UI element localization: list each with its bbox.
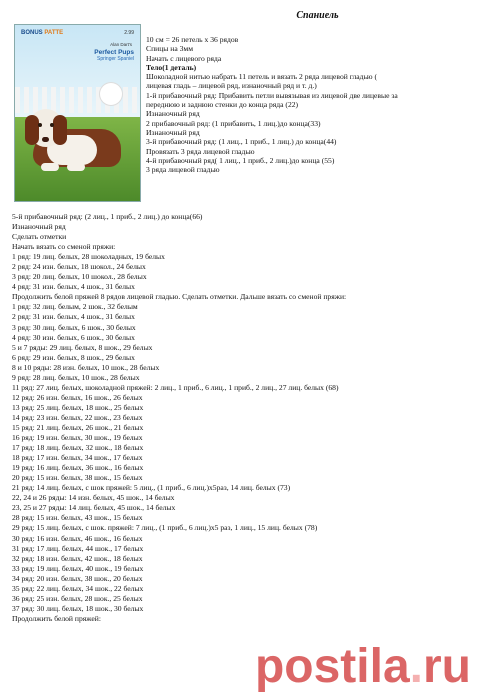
text-line: 21 ряд: 14 лиц. белых, с шок пряжей: 5 лиц., (1 приб., 6 лиц.)х5раз, 14 лиц. белых (73) — [12, 483, 291, 493]
section-heading: Тело(1 деталь) — [146, 62, 197, 72]
book-cover-image — [14, 24, 141, 202]
text-line: 17 ряд: 18 лиц. белых, 32 шок., 18 белых — [12, 443, 144, 453]
text-line: 14 ряд: 23 изн. белых, 22 шок., 23 белых — [12, 412, 143, 422]
text-line: переднюю и заднюю стенки до конца ряда (22) — [146, 100, 299, 110]
cover-price: 2.99 — [124, 30, 134, 36]
text-line: Изнаночный ряд — [146, 109, 200, 119]
text-line: 37 ряд: 30 лиц. белых, 18 шок., 30 белых — [12, 603, 144, 613]
text-line: Изнаночный ряд — [146, 127, 200, 137]
spaniel-nose — [42, 137, 49, 142]
text-line: 3 ряд: 20 лиц. белых, 10 шокол., 28 белых — [12, 272, 147, 282]
spaniel-ear-right — [53, 115, 67, 145]
postila-watermark-logo: postila . ru — [254, 640, 471, 693]
text-line: 2 ряд: 31 изн. белых, 4 шок., 31 белых — [12, 312, 135, 322]
text-line: 1 ряд: 19 лиц. белых, 28 шоколадных, 19 белых — [12, 252, 165, 262]
pattern-header-text — [146, 35, 491, 174]
text-line: 29 ряд: 15 лиц. белых, с шок. пряжей: 7 лиц., (1 приб., 6 лиц.)х5 раз, 1 лиц., 15 лиц. белых (78) — [12, 523, 318, 533]
text-line: 4 ряд: 31 изн. белых, 4 шок., 31 белых — [12, 282, 135, 292]
text-line: 5 и 7 ряды: 29 лиц. белых, 8 шок., 29 белых — [12, 342, 153, 352]
spaniel-eye-right — [50, 123, 54, 127]
text-line: Начать с лицевого ряда — [146, 53, 222, 63]
text-line: 6 ряд: 29 изн. белых, 8 шок., 29 белых — [12, 352, 135, 362]
text-line: 30 ряд: 16 изн. белых, 46 шок., 16 белых — [12, 533, 143, 543]
pattern-body-text — [12, 212, 490, 624]
text-line: 36 ряд: 25 изн. белых, 28 шок., 25 белых — [12, 593, 143, 603]
text-line: 2 ряд: 24 изн. белых, 18 шокол., 24 белых — [12, 262, 146, 272]
spaniel-ear-left — [25, 115, 39, 145]
text-line: 11 ряд: 27 лиц. белых, шоколадной пряжей: 2 лиц., 1 приб., 6 лиц., 1 приб., 2 лиц., 27 лиц. белых (68) — [12, 382, 339, 392]
cover-title-text: Perfect Pups — [94, 49, 134, 56]
text-line: 16 ряд: 19 изн. белых, 30 шок., 19 белых — [12, 433, 143, 443]
text-line: 23, 25 и 27 ряды: 14 лиц. белых, 45 шок., 14 белых — [12, 503, 176, 513]
text-line: 19 ряд: 16 лиц. белых, 36 шок., 16 белых — [12, 463, 144, 473]
text-line: 1-й прибавочный ряд: Прибавить петли вывязывая из лицевой две лицевые за — [146, 90, 398, 100]
text-line: 8 и 10 ряды: 28 изн. белых, 10 шок., 28 белых — [12, 362, 160, 372]
text-line: 3-й прибавочный ряд: (1 лиц., 1 приб., 1 лиц.) до конца(44) — [146, 137, 337, 147]
text-line: лицевая гладь – лицевой ряд, изнаночный ряд и т. д.) — [146, 81, 317, 91]
text-line: 3 ряд: 30 лиц. белых, 6 шок., 30 белых — [12, 322, 136, 332]
cover-book-title — [94, 49, 134, 63]
text-line: 31 ряд: 17 лиц. белых, 44 шок., 17 белых — [12, 543, 144, 553]
text-line: 33 ряд: 19 лиц. белых, 40 шок., 19 белых — [12, 563, 144, 573]
cover-subtitle-text: Springer Spaniel — [97, 56, 134, 62]
text-line: Сделать отметки — [12, 232, 67, 242]
text-line: 28 ряд: 15 изн. белых, 43 шок., 15 белых — [12, 513, 143, 523]
text-line: Спицы на 3мм — [146, 44, 193, 54]
text-line: 5-й прибавочный ряд: (2 лиц., 1 приб., 2 лиц.) до конца(66) — [12, 212, 203, 221]
text-line: 4 ряд: 30 изн. белых, 6 шок., 30 белых — [12, 332, 135, 342]
text-line: Начать вязать со сменой пряжи: — [12, 242, 116, 252]
document-title: Спаниель — [296, 10, 339, 21]
text-line: 1 ряд: 32 лиц. белым, 2 шок., 32 белым — [12, 302, 138, 312]
cover-author: Alan Dart's — [110, 42, 132, 47]
text-line: 3 ряда лицевой гладью — [146, 165, 220, 175]
text-line: 2 прибавочный ряд: (1 прибавить, 1 лиц.)до конца(33) — [146, 118, 321, 128]
text-line: 10 см = 26 петель х 36 рядов — [146, 35, 239, 44]
text-line: 20 ряд: 15 изн. белых, 38 шок., 15 белых — [12, 473, 143, 483]
text-line: 22, 24 и 26 ряды: 14 изн. белых, 45 шок., 14 белых — [12, 493, 175, 503]
text-line: 9 ряд: 28 лиц. белых, 10 шок., 28 белых — [12, 372, 140, 382]
spaniel-paw-left — [41, 163, 59, 171]
cover-brand: BONUS РАТТЕ — [21, 30, 64, 36]
text-line: 4-й прибавочный ряд( 1 лиц., 1 приб., 2 лиц.)до конца (55) — [146, 155, 335, 165]
text-line: Провязать 3 ряда лицевой гладью — [146, 146, 255, 156]
spaniel-eye-left — [38, 123, 42, 127]
text-line: 15 ряд: 21 лиц. белых, 26 шок., 21 белых — [12, 422, 144, 432]
lamb-toy-illustration — [100, 83, 122, 105]
text-line: 35 ряд: 22 лиц. белых, 34 шок., 22 белых — [12, 583, 144, 593]
text-line: 32 ряд: 18 изн. белых, 42 шок., 18 белых — [12, 553, 143, 563]
text-line: 34 ряд: 20 изн. белых, 38 шок., 20 белых — [12, 573, 143, 583]
spaniel-paw-right — [67, 163, 85, 171]
text-line: Изнаночный ряд — [12, 222, 66, 232]
text-line: 13 ряд: 25 лиц. белых, 18 шок., 25 белых — [12, 402, 144, 412]
text-line: Шоколадной нитью набрать 11 петель и вязать 2 ряда лицевой гладью ( — [146, 72, 378, 82]
text-line: 18 ряд: 17 изн. белых, 34 шок., 17 белых — [12, 453, 143, 463]
text-line: 12 ряд: 26 изн. белых, 16 шок., 26 белых — [12, 392, 143, 402]
text-line: Продолжить белой пряжей 8 рядов лицевой гладью. Сделать отметки. Дальше вязать со сменой пряжи: — [12, 292, 347, 302]
text-line: Продолжить белой пряжей: — [12, 613, 101, 623]
